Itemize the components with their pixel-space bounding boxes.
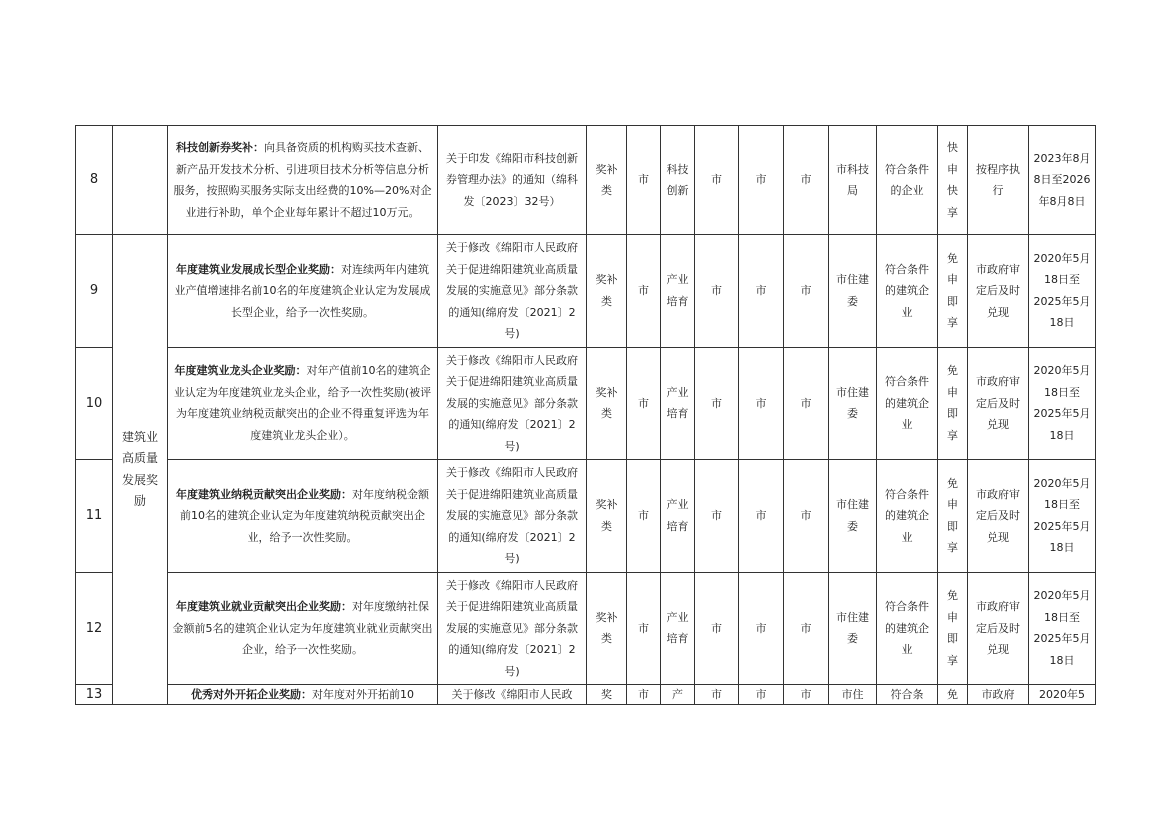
valid-period: 2020年5月18日至2025年5月18日	[1029, 347, 1096, 460]
process: 按程序执行	[968, 126, 1029, 235]
level-col-3: 市	[784, 347, 829, 460]
level-col-1: 市	[695, 235, 739, 348]
table-row	[76, 460, 1096, 573]
level-col-2: 市	[739, 685, 784, 705]
policy-title: 科技创新券奖补：	[176, 141, 264, 154]
valid-period: 2023年8月8日至2026年8月8日	[1029, 126, 1096, 235]
level-col-2: 市	[739, 347, 784, 460]
responsible-dept: 市住建委	[829, 347, 877, 460]
policy-document: 关于修改《绵阳市人民政	[438, 685, 587, 705]
process: 市政府审定后及时兑现	[968, 235, 1029, 348]
policy-type: 奖	[587, 685, 627, 705]
policy-level: 市	[627, 572, 661, 685]
policy-area: 产业培育	[661, 347, 695, 460]
apply-mode: 免申即享	[938, 235, 968, 348]
row-number: 9	[76, 235, 113, 348]
level-col-3: 市	[784, 460, 829, 573]
policy-description	[168, 235, 438, 348]
level-col-1: 市	[695, 347, 739, 460]
policy-description	[168, 685, 438, 705]
eligible-target: 符合条件的建筑企业	[877, 235, 938, 348]
row-number: 12	[76, 572, 113, 685]
policy-area: 产业培育	[661, 460, 695, 573]
apply-mode: 免申即享	[938, 460, 968, 573]
policy-title: 年度建筑业纳税贡献突出企业奖励：	[176, 487, 352, 501]
level-col-1: 市	[695, 460, 739, 573]
level-col-2: 市	[739, 572, 784, 685]
valid-period: 2020年5月18日至2025年5月18日	[1029, 572, 1096, 685]
table-row	[76, 572, 1096, 685]
policy-text: 对年产值前10名的建筑企业认定为年度建筑业龙头企业，给予一次性奖励(被评为年度建筑业纳税贡献突出的企业不得重复评选为年度建筑业龙头企业）。	[173, 364, 432, 442]
eligible-target: 符合条件的建筑企业	[877, 460, 938, 573]
process: 市政府审定后及时兑现	[968, 347, 1029, 460]
level-col-1: 市	[695, 126, 739, 235]
eligible-target: 符合条	[877, 685, 938, 705]
policy-description	[168, 572, 438, 685]
table-row	[76, 126, 1096, 235]
table-row	[76, 235, 1096, 348]
row-number: 13	[76, 685, 113, 705]
policy-level: 市	[627, 460, 661, 573]
level-col-3: 市	[784, 685, 829, 705]
level-col-2: 市	[739, 460, 784, 573]
apply-mode: 免申即享	[938, 347, 968, 460]
policy-text: 对年度缴纳社保金额前5名的建筑企业认定为年度建筑业就业贡献突出企业，给予一次性奖励。	[172, 600, 433, 656]
policy-text: 对连续两年内建筑业产值增速排名前10名的年度建筑企业认定为发展成长型企业，给予一次性奖励。	[174, 262, 431, 319]
policy-type: 奖补类	[587, 572, 627, 685]
valid-period: 2020年5月18日至2025年5月18日	[1029, 235, 1096, 348]
policy-level: 市	[627, 347, 661, 460]
apply-mode: 免	[938, 685, 968, 705]
valid-period: 2020年5月18日至2025年5月18日	[1029, 460, 1096, 573]
policy-title: 优秀对外开拓企业奖励：	[191, 688, 312, 701]
policy-level: 市	[627, 235, 661, 348]
policy-type: 奖补类	[587, 126, 627, 235]
process: 市政府审定后及时兑现	[968, 460, 1029, 573]
policy-text: 对年度纳税金额前10名的建筑企业认定为年度建筑纳税贡献突出企业，给予一次性奖励。	[180, 487, 429, 544]
row-number: 11	[76, 460, 113, 573]
row-number: 8	[76, 126, 113, 235]
row-number: 10	[76, 347, 113, 460]
policy-document: 关于修改《绵阳市人民政府关于促进绵阳建筑业高质量发展的实施意见》部分条款的通知(绵府发〔2021〕2号)	[438, 572, 587, 685]
policy-level: 市	[627, 126, 661, 235]
responsible-dept: 市住建委	[829, 235, 877, 348]
level-col-2: 市	[739, 235, 784, 348]
policy-title: 年度建筑业发展成长型企业奖励：	[176, 262, 341, 276]
eligible-target: 符合条件的企业	[877, 126, 938, 235]
policy-type: 奖补类	[587, 235, 627, 348]
policy-text: 对年度对外开拓前10	[312, 688, 414, 701]
responsible-dept: 市住建委	[829, 460, 877, 573]
policy-document: 关于修改《绵阳市人民政府关于促进绵阳建筑业高质量发展的实施意见》部分条款的通知(绵府发〔2021〕2号)	[438, 235, 587, 348]
responsible-dept: 市科技局	[829, 126, 877, 235]
level-col-1: 市	[695, 685, 739, 705]
process: 市政府	[968, 685, 1029, 705]
policy-description	[168, 460, 438, 573]
table-row	[76, 685, 1096, 705]
level-col-3: 市	[784, 126, 829, 235]
level-col-3: 市	[784, 572, 829, 685]
policy-description	[168, 126, 438, 235]
responsible-dept: 市住建委	[829, 572, 877, 685]
eligible-target: 符合条件的建筑企业	[877, 572, 938, 685]
policy-document: 关于印发《绵阳市科技创新券管理办法》的通知（绵科发〔2023〕32号）	[438, 126, 587, 235]
policy-document: 关于修改《绵阳市人民政府关于促进绵阳建筑业高质量发展的实施意见》部分条款的通知(绵府发〔2021〕2号)	[438, 460, 587, 573]
apply-mode: 快申快享	[938, 126, 968, 235]
process: 市政府审定后及时兑现	[968, 572, 1029, 685]
valid-period: 2020年5	[1029, 685, 1096, 705]
policy-text: 向具备资质的机构购买技术查新、新产品开发技术分析、引进项目技术分析等信息分析服务，按照购买服务实际支出经费的10%—20%对企业进行补助，单个企业每年累计不超过10万元。	[173, 141, 432, 219]
policy-area: 产	[661, 685, 695, 705]
policy-level: 市	[627, 685, 661, 705]
apply-mode: 免申即享	[938, 572, 968, 685]
policy-area: 科技创新	[661, 126, 695, 235]
policy-title: 年度建筑业就业贡献突出企业奖励：	[176, 600, 352, 613]
category-label: 建筑业高质量发展奖励	[113, 235, 168, 705]
level-col-2: 市	[739, 126, 784, 235]
policy-area: 产业培育	[661, 572, 695, 685]
responsible-dept: 市住	[829, 685, 877, 705]
eligible-target: 符合条件的建筑企业	[877, 347, 938, 460]
table-row	[76, 347, 1096, 460]
level-col-1: 市	[695, 572, 739, 685]
policy-type: 奖补类	[587, 460, 627, 573]
category-cell-empty	[113, 126, 168, 235]
level-col-3: 市	[784, 235, 829, 348]
policy-description	[168, 347, 438, 460]
policy-area: 产业培育	[661, 235, 695, 348]
policy-type: 奖补类	[587, 347, 627, 460]
policy-title: 年度建筑业龙头企业奖励：	[174, 364, 307, 378]
policy-table	[75, 125, 1096, 705]
policy-document: 关于修改《绵阳市人民政府关于促进绵阳建筑业高质量发展的实施意见》部分条款的通知(绵府发〔2021〕2号)	[438, 347, 587, 460]
